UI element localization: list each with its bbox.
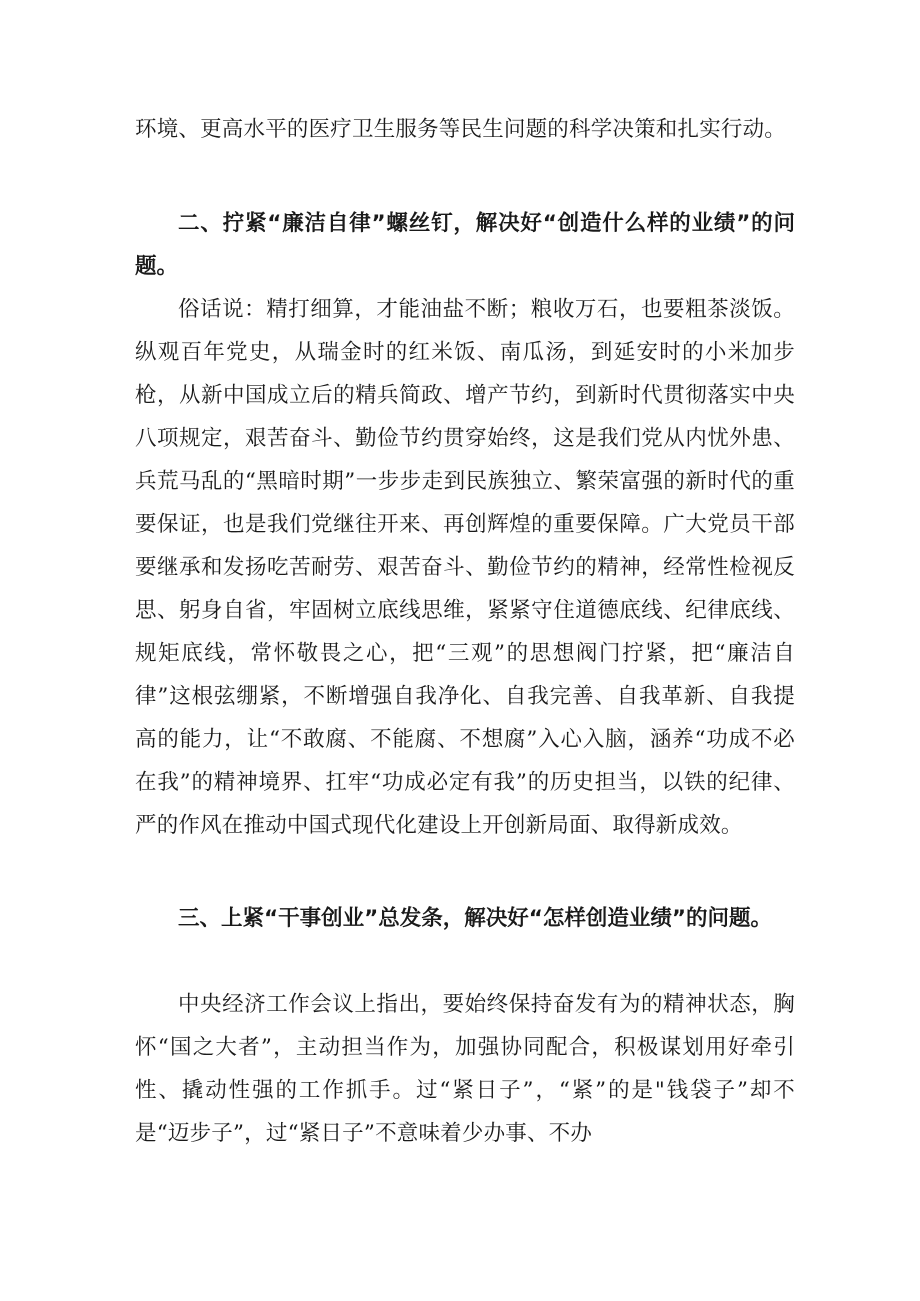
paragraph-body: 中央经济工作会议上指出，要始终保持奋发有为的精神状态，胸怀“国之大者”，主动担当作为，加强协同配合，积极谋划用好牵引性、撬动性强的工作抓手。过“紧日子”，“紧”的是"钱袋子”却不是“迈步子”，过“紧日子”不意味着少办事、不办	[135, 992, 795, 1146]
section-heading: 三、上紧“干事创业”总发条，解决好“怎样创造业绩”的问题。	[178, 906, 773, 931]
section-three-heading-block	[135, 897, 795, 940]
paragraph-continued	[135, 108, 795, 151]
section-three-body	[135, 983, 795, 1155]
paragraph-body: 俗话说：精打细算，才能油盐不断；粮收万石，也要粗茶淡饭。纵观百年党史，从瑞金时的红米饭、南瓜汤，到延安时的小米加步枪，从新中国成立后的精兵简政、增产节约，到新时代贯彻落实中央八项规定，艰苦奋斗、勤俭节约贯穿始终，这是我们党从内忧外患、兵荒马乱的“黑暗时期”一步步走到民族独立、繁荣富强的新时代的重要保证，也是我们党继往开来、再创辉煌的重要保障。广大党员干部要继承和发扬吃苦耐劳、艰苦奋斗、勤俭节约的精神，经常性检视反思、躬身自省，牢固树立底线思维，紧紧守住道德底线、纪律底线、规矩底线，常怀敬畏之心，把“三观”的思想阀门拧紧，把“廉洁自律”这根弦绷紧，不断增强自我净化、自我完善、自我革新、自我提高的能力，让“不敢腐、不能腐、不想腐”入心入脑，涵养“功成不必在我”的精神境界、扛牢“功成必定有我”的历史担当，以铁的纪律、严的作风在推动中国式现代化建设上开创新局面、取得新成效。	[135, 297, 795, 838]
section-two-body	[135, 288, 795, 847]
section-heading: 二、拧紧“廉洁自律”螺丝钉，解决好“创造什么样的业绩”的问题。	[135, 211, 795, 279]
paragraph-top: 环境、更高水平的医疗卫生服务等民生问题的科学决策和扎实行动。	[135, 117, 787, 142]
section-two-heading-block	[135, 202, 795, 288]
